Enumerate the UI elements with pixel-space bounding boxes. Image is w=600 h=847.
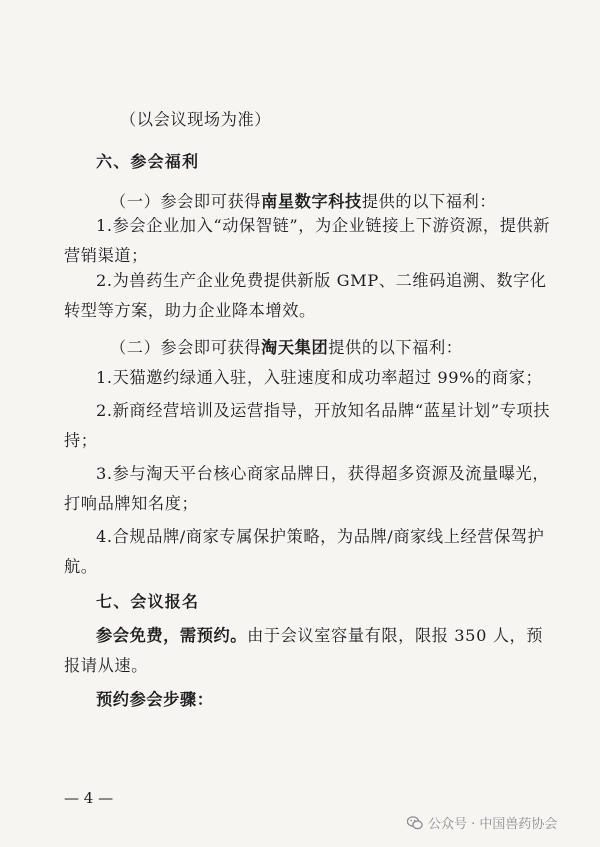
paragraph-line: 打响品牌知名度； xyxy=(64,494,199,513)
paragraph-line: 转型等方案，助力企业降本增效。 xyxy=(64,301,316,320)
paragraph-line: 1.参会企业加入“动保智链”，为企业链接上下游资源，提供新 xyxy=(96,216,551,235)
free-entry-emphasis: 参会免费，需预约。 xyxy=(96,626,248,645)
subsection-two-suffix: 提供的以下福利： xyxy=(328,338,463,357)
company-name-taotian: 淘天集团 xyxy=(261,338,329,357)
subsection-one-suffix: 提供的以下福利： xyxy=(361,192,497,211)
section-heading-benefits: 六、参会福利 xyxy=(96,152,200,171)
subsection-one-line xyxy=(110,188,496,212)
steps-heading: 预约参会步骤： xyxy=(96,690,214,709)
paragraph-line: 持； xyxy=(64,431,98,450)
watermark-text: 公众号 · 中国兽药协会 xyxy=(428,817,558,832)
subsection-two-prefix: （二）参会即可获得 xyxy=(110,338,262,357)
paragraph-line: 4.合规品牌/商家专属保护策略，为品牌/商家线上经营保驾护 xyxy=(96,527,545,546)
registration-line xyxy=(96,622,543,646)
paragraph-line: 1.天猫邀约绿通入驻，入驻速度和成功率超过 99%的商家； xyxy=(96,368,543,387)
subsection-one-prefix: （一）参会即可获得 xyxy=(110,192,262,211)
note-line: （以会议现场为准） xyxy=(120,110,272,129)
subsection-two-line xyxy=(110,334,463,358)
company-name-nanxing: 南星数字科技 xyxy=(261,192,362,211)
paragraph-line: 2.为兽药生产企业免费提供新版 GMP、二维码追溯、数字化 xyxy=(96,271,547,290)
registration-text: 由于会议室容量有限，限报 350 人，预 xyxy=(247,626,544,645)
paragraph-line: 3.参与淘天平台核心商家品牌日，获得超多资源及流量曝光， xyxy=(96,464,550,483)
paragraph-line: 航。 xyxy=(64,557,98,576)
section-heading-registration: 七、会议报名 xyxy=(96,592,200,611)
page-number: — 4 — xyxy=(64,789,114,807)
wechat-icon xyxy=(407,816,423,830)
paragraph-line: 报请从速。 xyxy=(64,656,148,675)
paragraph-line: 营销渠道； xyxy=(64,246,148,265)
watermark xyxy=(407,813,557,832)
paragraph-line: 2.新商经营培训及运营指导，开放知名品牌“蓝星计划”专项扶 xyxy=(96,401,551,420)
